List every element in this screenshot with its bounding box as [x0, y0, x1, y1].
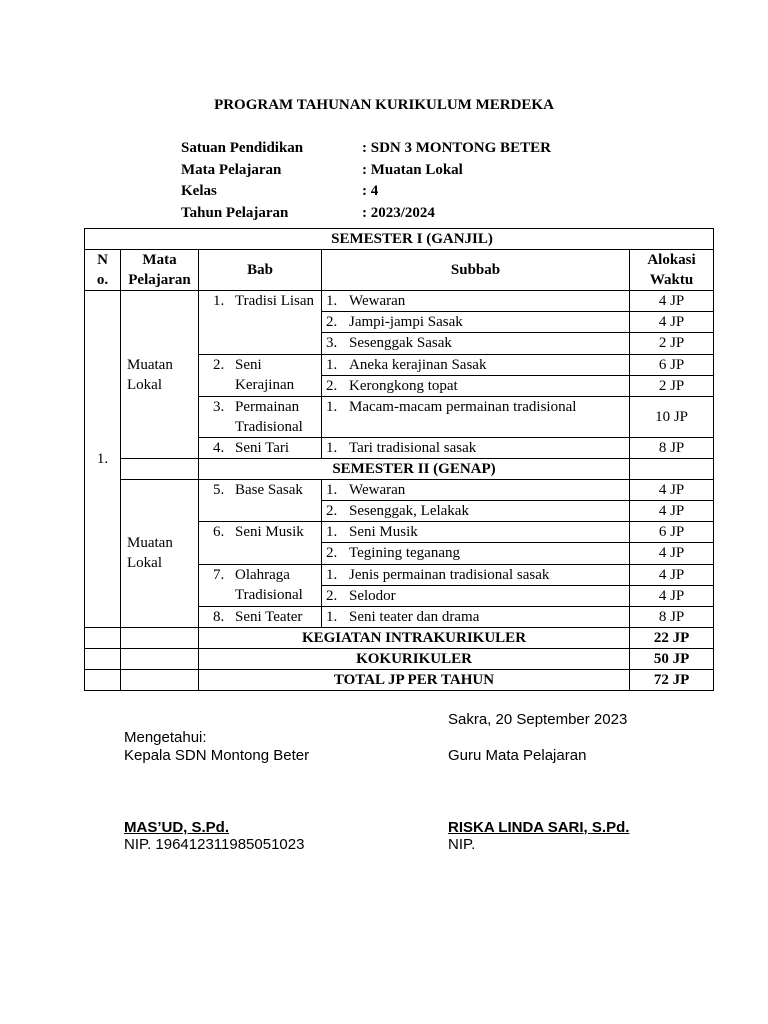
bab-cell	[199, 291, 322, 354]
subbab-title: Seni Musik	[349, 524, 418, 541]
subbab-item	[326, 607, 625, 627]
subbab-item	[326, 522, 625, 542]
subbab-item	[326, 291, 625, 311]
header-subbab: Subbab	[322, 250, 630, 291]
subbab-item	[326, 397, 625, 417]
subbab-cell	[322, 312, 630, 333]
subbab-cell	[322, 606, 630, 627]
bab-cell	[199, 522, 322, 564]
bab-title: Olahraga Tradisional	[235, 566, 303, 603]
subbab-title: Macam-macam permainan tradisional	[349, 398, 577, 415]
total-value: 22 JP	[630, 627, 714, 648]
info-value: : 2023/2024	[362, 205, 435, 222]
subbab-number: 1.	[326, 293, 338, 310]
teacher-name: RISKA LINDA SARI, S.Pd.	[448, 819, 630, 836]
document-title: PROGRAM TAHUNAN KURIKULUM MERDEKA	[214, 97, 554, 113]
info-value: : SDN 3 MONTONG BETER	[362, 140, 551, 156]
bab-number: 4.	[213, 439, 225, 456]
program-tahunan-table	[84, 228, 714, 691]
empty-cell	[85, 627, 121, 648]
alokasi-waktu-cell: 10 JP	[630, 396, 714, 437]
identity-block	[181, 138, 551, 225]
subbab-item	[326, 586, 625, 606]
bab-item	[213, 565, 319, 605]
bab-item	[213, 607, 319, 627]
mata-pelajaran-cell: Muatan Lokal	[121, 480, 199, 628]
subbab-title: Tari tradisional sasak	[349, 439, 477, 456]
principal-nip: NIP. 196412311985051023	[124, 836, 305, 853]
bab-title: Seni Musik	[235, 524, 304, 541]
table-row	[85, 480, 714, 501]
total-row-jp-per-tahun	[85, 669, 714, 690]
bab-cell	[199, 437, 322, 458]
subbab-title: Wewaran	[349, 482, 406, 499]
alokasi-waktu-cell: 4 JP	[630, 585, 714, 606]
teacher-role: Guru Mata Pelajaran	[448, 747, 587, 764]
empty-cell	[85, 669, 121, 690]
subbab-cell	[322, 291, 630, 312]
bab-title: Tradisi Lisan	[235, 293, 315, 310]
bab-cell	[199, 354, 322, 396]
acknowledged-label: Mengetahui:	[124, 729, 207, 746]
total-value: 72 JP	[630, 669, 714, 690]
total-row-kokurikuler	[85, 648, 714, 669]
info-row-mata-pelajaran	[181, 160, 551, 182]
bab-title: Seni Tari	[235, 439, 290, 456]
subbab-title: Kerongkong topat	[349, 377, 458, 394]
semester-2-title: SEMESTER II (GENAP)	[199, 459, 630, 480]
bab-cell	[199, 564, 322, 606]
alokasi-waktu-cell: 4 JP	[630, 543, 714, 564]
subbab-title: Wewaran	[349, 293, 406, 310]
empty-cell	[630, 459, 714, 480]
header-bab: Bab	[199, 250, 322, 291]
bab-item	[213, 480, 319, 500]
subbab-title: Jenis permainan tradisional sasak	[349, 566, 550, 583]
subbab-number: 2.	[326, 377, 338, 394]
bab-number: 3.	[213, 398, 225, 415]
subbab-item	[326, 480, 625, 500]
subbab-cell	[322, 543, 630, 564]
subbab-number: 1.	[326, 482, 338, 499]
bab-title: Permainan Tradisional	[235, 398, 303, 435]
header-no-label: No.	[96, 252, 109, 289]
info-row-satuan-pendidikan	[181, 138, 551, 160]
empty-cell	[121, 669, 199, 690]
subbab-title: Seni teater dan drama	[349, 608, 480, 625]
subbab-item	[326, 543, 625, 563]
alokasi-waktu-cell: 2 JP	[630, 333, 714, 354]
header-mata-pelajaran: Mata Pelajaran	[121, 250, 199, 291]
semester-1-title-row	[85, 229, 714, 250]
subbab-item	[326, 355, 625, 375]
teacher-nip: NIP.	[448, 836, 476, 853]
subbab-number: 1.	[326, 524, 338, 541]
semester-2-title-row	[85, 459, 714, 480]
subbab-cell	[322, 585, 630, 606]
subbab-title: Aneka kerajinan Sasak	[349, 356, 487, 373]
bab-item	[213, 397, 319, 437]
subbab-number: 2.	[326, 314, 338, 331]
subbab-number: 2.	[326, 503, 338, 520]
subbab-number: 1.	[326, 608, 338, 625]
subbab-cell	[322, 354, 630, 375]
header-no	[85, 250, 121, 291]
subbab-number: 2.	[326, 587, 338, 604]
alokasi-waktu-cell: 2 JP	[630, 375, 714, 396]
alokasi-waktu-cell: 4 JP	[630, 501, 714, 522]
subbab-item	[326, 501, 625, 521]
bab-item	[213, 438, 319, 458]
subbab-number: 3.	[326, 335, 338, 352]
empty-cell	[121, 648, 199, 669]
alokasi-waktu-cell: 6 JP	[630, 522, 714, 543]
subbab-cell	[322, 437, 630, 458]
bab-title: Seni Kerajinan	[235, 356, 295, 393]
subbab-title: Sesenggak Sasak	[349, 335, 452, 352]
alokasi-waktu-cell: 4 JP	[630, 480, 714, 501]
subbab-item	[326, 438, 625, 458]
alokasi-waktu-cell: 6 JP	[630, 354, 714, 375]
empty-cell	[121, 627, 199, 648]
empty-cell	[85, 648, 121, 669]
alokasi-waktu-cell: 4 JP	[630, 291, 714, 312]
subbab-item	[326, 333, 625, 353]
total-value: 50 JP	[630, 648, 714, 669]
subbab-cell	[322, 522, 630, 543]
total-label: TOTAL JP PER TAHUN	[199, 669, 630, 690]
bab-item	[213, 291, 319, 311]
subbab-number: 1.	[326, 566, 338, 583]
subbab-number: 2.	[326, 545, 338, 562]
info-label: Tahun Pelajaran	[181, 205, 289, 222]
bab-number: 7.	[213, 566, 225, 583]
bab-item	[213, 522, 319, 542]
subbab-item	[326, 565, 625, 585]
mata-pelajaran-cell: Muatan Lokal	[121, 291, 199, 459]
bab-title: Base Sasak	[235, 482, 303, 499]
bab-cell	[199, 480, 322, 522]
subbab-title: Sesenggak, Lelakak	[349, 503, 469, 520]
table-row	[85, 291, 714, 312]
subbab-number: 1.	[326, 398, 338, 415]
total-label: KOKURIKULER	[199, 648, 630, 669]
alokasi-waktu-cell: 4 JP	[630, 564, 714, 585]
alokasi-waktu-cell: 8 JP	[630, 606, 714, 627]
subbab-cell	[322, 375, 630, 396]
row-number-cell: 1.	[85, 291, 121, 628]
bab-number: 2.	[213, 356, 225, 373]
bab-cell	[199, 396, 322, 437]
place-date: Sakra, 20 September 2023	[448, 711, 628, 728]
subbab-title: Selodor	[349, 587, 396, 604]
info-row-tahun-pelajaran	[181, 203, 551, 225]
subbab-title: Jampi-jampi Sasak	[349, 314, 463, 331]
subbab-cell	[322, 480, 630, 501]
principal-role: Kepala SDN Montong Beter	[124, 747, 310, 764]
subbab-cell	[322, 333, 630, 354]
subbab-cell	[322, 396, 630, 437]
total-row-intrakurikuler	[85, 627, 714, 648]
bab-number: 8.	[213, 608, 225, 625]
bab-title: Seni Teater	[235, 608, 303, 625]
total-label: KEGIATAN INTRAKURIKULER	[199, 627, 630, 648]
info-value: : Muatan Lokal	[362, 161, 463, 178]
bab-item	[213, 355, 319, 395]
principal-name: MAS’UD, S.Pd.	[124, 819, 230, 836]
alokasi-waktu-cell: 4 JP	[630, 312, 714, 333]
bab-number: 6.	[213, 524, 225, 541]
header-row	[85, 250, 714, 291]
subbab-item	[326, 376, 625, 396]
info-label: Mata Pelajaran	[181, 161, 282, 178]
info-value: : 4	[362, 183, 379, 200]
subbab-cell	[322, 501, 630, 522]
subbab-number: 1.	[326, 439, 338, 456]
bab-cell	[199, 606, 322, 627]
empty-cell	[121, 459, 199, 480]
bab-number: 1.	[213, 293, 225, 310]
semester-1-title: SEMESTER I (GANJIL)	[85, 229, 714, 250]
header-alokasi-waktu: Alokasi Waktu	[630, 250, 714, 291]
info-label: Satuan Pendidikan	[181, 140, 304, 156]
subbab-title: Tegining teganang	[349, 545, 460, 562]
subbab-number: 1.	[326, 356, 338, 373]
subbab-item	[326, 312, 625, 332]
info-row-kelas	[181, 181, 551, 203]
info-label: Kelas	[181, 183, 217, 200]
bab-number: 5.	[213, 482, 225, 499]
alokasi-waktu-cell: 8 JP	[630, 437, 714, 458]
subbab-cell	[322, 564, 630, 585]
